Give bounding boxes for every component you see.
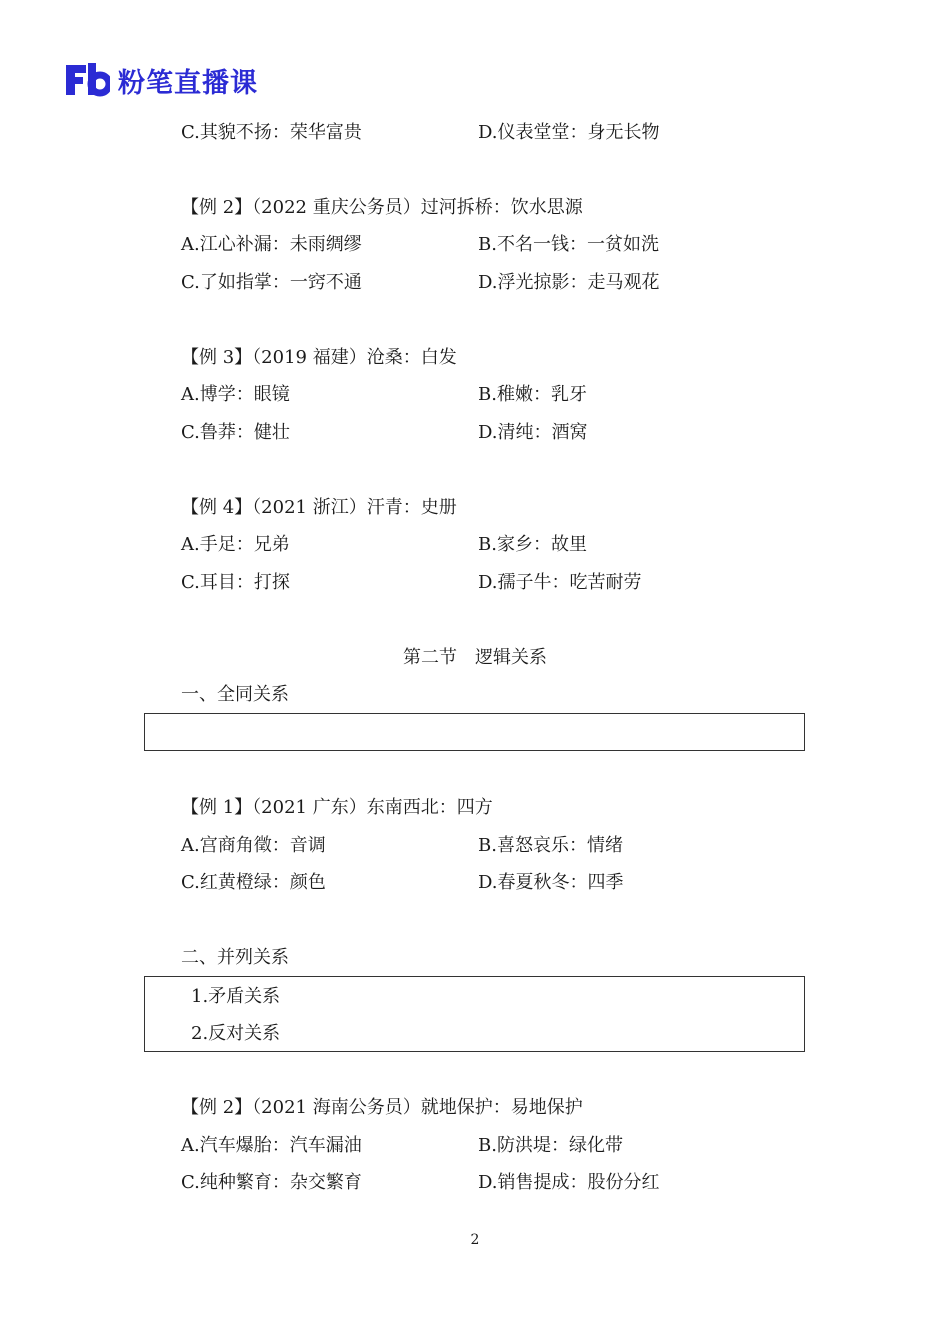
option-c: C.了如指掌：一窍不通 xyxy=(181,272,362,293)
option-c: C.纯种繁育：杂交繁育 xyxy=(181,1172,362,1193)
question-text: 【例 2】（2022 重庆公务员）过河拆桥：饮水思源 xyxy=(181,197,583,218)
question-text: 【例 4】（2021 浙江）汗青：史册 xyxy=(181,497,457,518)
option-a: A.博学：眼镜 xyxy=(181,384,290,405)
page-number: 2 xyxy=(470,1232,480,1248)
option-b: B.喜怒哀乐：情绪 xyxy=(478,835,623,856)
option-c: C.其貌不扬：荣华富贵 xyxy=(181,122,362,143)
list-item: 1.矛盾关系 xyxy=(191,986,281,1007)
option-d: D.清纯：酒窝 xyxy=(478,422,588,443)
option-d: D.销售提成：股份分红 xyxy=(478,1172,660,1193)
subsection-heading: 一、全同关系 xyxy=(181,684,289,705)
list-item: 2.反对关系 xyxy=(191,1023,281,1044)
option-d: D.孺子牛：吃苦耐劳 xyxy=(478,572,642,593)
option-b: B.不名一钱：一贫如洗 xyxy=(478,234,659,255)
fb-logo-icon xyxy=(66,63,110,97)
option-c: C.耳目：打探 xyxy=(181,572,290,593)
option-b: B.防洪堤：绿化带 xyxy=(478,1135,623,1156)
option-a: A.宫商角徵：音调 xyxy=(181,835,326,856)
option-a: A.汽车爆胎：汽车漏油 xyxy=(181,1135,362,1156)
question-text: 【例 1】（2021 广东）东南西北：四方 xyxy=(181,797,493,818)
notes-box-empty xyxy=(144,713,805,751)
option-c: C.红黄橙绿：颜色 xyxy=(181,872,326,893)
subsection-heading: 二、并列关系 xyxy=(181,947,289,968)
logo-text: 粉笔直播课 xyxy=(118,67,258,99)
option-d: D.春夏秋冬：四季 xyxy=(478,872,624,893)
option-a: A.手足：兄弟 xyxy=(181,534,290,555)
header-logo xyxy=(66,60,258,100)
section-title: 第二节 逻辑关系 xyxy=(403,647,547,668)
option-b: B.家乡：故里 xyxy=(478,534,587,555)
notes-box xyxy=(144,976,805,1052)
question-text: 【例 3】（2019 福建）沧桑：白发 xyxy=(181,347,457,368)
question-text: 【例 2】（2021 海南公务员）就地保护：易地保护 xyxy=(181,1097,583,1118)
option-d: D.仪表堂堂：身无长物 xyxy=(478,122,660,143)
option-d: D.浮光掠影：走马观花 xyxy=(478,272,660,293)
option-b: B.稚嫩：乳牙 xyxy=(478,384,587,405)
option-a: A.江心补漏：未雨绸缪 xyxy=(181,234,362,255)
option-c: C.鲁莽：健壮 xyxy=(181,422,290,443)
